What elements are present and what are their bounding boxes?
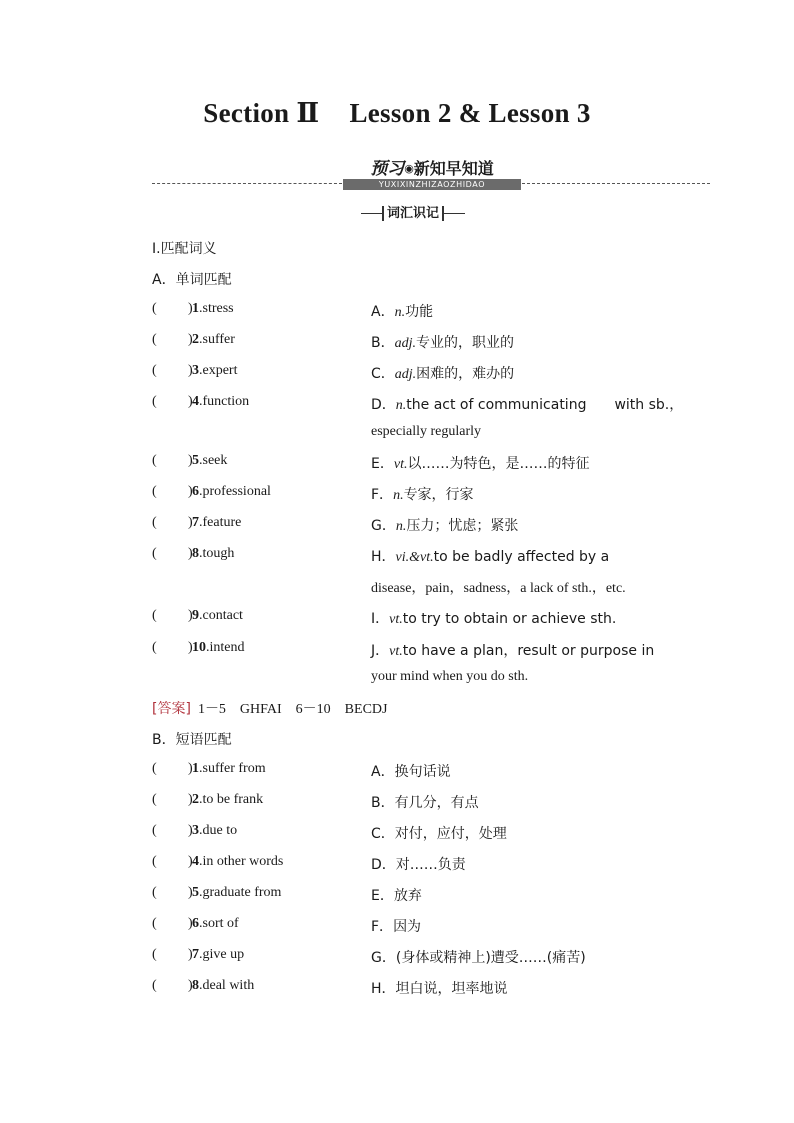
def-text: 以……为特色，是……的特征 bbox=[407, 456, 590, 472]
list-item-definition bbox=[371, 823, 507, 843]
list-item-definition bbox=[371, 332, 514, 352]
item-number: 3 bbox=[192, 823, 199, 838]
item-word: .suffer bbox=[199, 332, 235, 347]
def-letter: I． bbox=[371, 611, 390, 627]
answer-text: 1－5 GHFAI 6－10 BECDJ bbox=[197, 702, 388, 717]
list-item-word bbox=[192, 792, 263, 808]
item-word: .graduate from bbox=[199, 885, 282, 900]
def-text: (身体或精神上)遭受……(痛苦) bbox=[395, 950, 586, 966]
def-letter: A． bbox=[371, 304, 395, 320]
item-number: 3 bbox=[192, 363, 199, 378]
banner-bold: 预习 bbox=[370, 159, 405, 179]
answer-blank: ( ) bbox=[152, 546, 193, 561]
def-text: 压力；忧虑；紧张 bbox=[406, 518, 519, 534]
list-item-definition bbox=[371, 515, 518, 535]
banner-divider-left bbox=[152, 183, 342, 184]
part-of-speech: n. bbox=[395, 398, 407, 413]
def-continuation: especially regularly bbox=[371, 424, 482, 439]
item-word: .expert bbox=[199, 363, 238, 378]
item-word: .stress bbox=[199, 301, 234, 316]
def-letter: G． bbox=[371, 518, 396, 534]
list-item-definition bbox=[371, 363, 514, 383]
def-text: to be badly affected by a bbox=[433, 549, 610, 565]
item-number: 2 bbox=[192, 332, 199, 347]
def-letter: H． bbox=[371, 549, 396, 565]
item-number: 1 bbox=[192, 761, 199, 776]
section-heading: Ⅰ.匹配词义 bbox=[152, 241, 217, 257]
part-of-speech: vt. bbox=[389, 612, 403, 627]
answer-blank: ( ) bbox=[152, 363, 193, 378]
item-word: .seek bbox=[199, 453, 228, 468]
def-letter: B． bbox=[371, 795, 395, 811]
item-number: 1 bbox=[192, 301, 199, 316]
list-item-word bbox=[192, 546, 234, 562]
list-item-definition bbox=[371, 484, 474, 504]
item-number: 5 bbox=[192, 885, 199, 900]
def-letter: G． bbox=[371, 950, 396, 966]
part-of-speech-2: &vt. bbox=[409, 550, 434, 565]
banner-dot-icon: ◉ bbox=[404, 162, 414, 175]
item-number: 7 bbox=[192, 947, 199, 962]
list-item-word bbox=[192, 916, 239, 932]
item-word: .due to bbox=[199, 823, 238, 838]
def-text: 放弃 bbox=[393, 888, 422, 904]
def-continuation: disease，pain，sadness，a lack of sth.，etc. bbox=[371, 581, 626, 596]
list-item-word bbox=[192, 332, 235, 348]
def-letter: B． bbox=[371, 335, 395, 351]
list-item-definition bbox=[371, 792, 479, 812]
def-text: 专家，行家 bbox=[403, 487, 474, 503]
banner-main: 新知早知道 bbox=[413, 159, 494, 178]
list-item-word bbox=[192, 394, 249, 410]
list-item-word bbox=[192, 363, 237, 379]
answer-label: [答案] bbox=[152, 701, 191, 717]
item-word: .tough bbox=[199, 546, 235, 561]
def-letter: A． bbox=[371, 764, 395, 780]
def-letter: J． bbox=[371, 643, 390, 659]
answer-blank: ( ) bbox=[152, 916, 193, 931]
item-word: .in other words bbox=[199, 854, 284, 869]
def-text: 功能 bbox=[405, 304, 434, 320]
list-item-definition bbox=[371, 608, 616, 628]
answer-blank: ( ) bbox=[152, 394, 193, 409]
list-item-definition bbox=[371, 394, 683, 414]
item-word: .give up bbox=[199, 947, 245, 962]
def-text: to try to obtain or achieve sth. bbox=[402, 611, 617, 627]
answer-blank: ( ) bbox=[152, 515, 193, 530]
def-letter: H． bbox=[371, 981, 396, 997]
list-item-word bbox=[192, 823, 237, 839]
def-letter: C． bbox=[371, 366, 395, 382]
def-text: 因为 bbox=[393, 919, 422, 935]
def-text: 困难的，难办的 bbox=[416, 366, 515, 382]
part-of-speech: adj. bbox=[394, 367, 417, 382]
list-item-word bbox=[192, 978, 254, 994]
part-of-speech: adj. bbox=[394, 336, 416, 351]
list-item-word bbox=[192, 484, 271, 500]
part-of-speech: n. bbox=[395, 519, 407, 534]
list-item-definition bbox=[371, 978, 508, 998]
list-item-word bbox=[192, 885, 281, 901]
def-letter: E． bbox=[371, 456, 394, 472]
def-text: 对……负责 bbox=[395, 857, 466, 873]
list-item-word bbox=[192, 515, 241, 531]
def-continuation: your mind when you do sth. bbox=[371, 669, 529, 684]
list-item-word bbox=[192, 608, 243, 624]
def-letter: E． bbox=[371, 888, 394, 904]
item-number: 5 bbox=[192, 453, 199, 468]
list-item-word bbox=[192, 640, 245, 656]
answer-blank: ( ) bbox=[152, 885, 193, 900]
list-item-word bbox=[192, 301, 234, 317]
item-number: 9 bbox=[192, 608, 199, 623]
item-number: 2 bbox=[192, 792, 199, 807]
list-item-word bbox=[192, 947, 244, 963]
answer-blank: ( ) bbox=[152, 823, 193, 838]
item-number: 6 bbox=[192, 484, 199, 499]
item-word: .contact bbox=[199, 608, 243, 623]
def-text: to have a plan，result or purpose in bbox=[402, 643, 655, 659]
title-lessons: Lesson 2 & Lesson 3 bbox=[349, 98, 591, 128]
answer-blank: ( ) bbox=[152, 978, 193, 993]
def-letter: F． bbox=[371, 487, 394, 503]
item-word: .professional bbox=[199, 484, 271, 499]
list-item-word bbox=[192, 761, 266, 777]
list-item-word bbox=[192, 453, 227, 469]
answer-blank: ( ) bbox=[152, 301, 193, 316]
answer-blank: ( ) bbox=[152, 608, 193, 623]
item-word: .to be frank bbox=[199, 792, 264, 807]
banner-divider-right bbox=[522, 183, 710, 184]
banner-pinyin: YUXIXINZHIZAOZHIDAO bbox=[343, 179, 521, 190]
def-text: 专业的，职业的 bbox=[416, 335, 514, 351]
list-item-definition bbox=[371, 301, 433, 321]
part-of-speech: vi. bbox=[395, 550, 410, 565]
def-text: the act of communicating with sb.， bbox=[406, 397, 684, 413]
answer-blank: ( ) bbox=[152, 332, 193, 347]
item-word: .intend bbox=[206, 640, 245, 655]
item-number: 7 bbox=[192, 515, 199, 530]
item-number: 4 bbox=[192, 854, 199, 869]
answer-blank: ( ) bbox=[152, 640, 193, 655]
answer-blank: ( ) bbox=[152, 484, 193, 499]
def-letter: F． bbox=[371, 919, 394, 935]
def-text: 对付，应付，处理 bbox=[394, 826, 507, 842]
answer-blank: ( ) bbox=[152, 453, 193, 468]
list-item-definition bbox=[371, 854, 466, 874]
preview-banner bbox=[343, 158, 521, 190]
item-word: .sort of bbox=[199, 916, 239, 931]
def-letter: D． bbox=[371, 397, 396, 413]
part-of-speech: vt. bbox=[389, 644, 403, 659]
list-item-definition bbox=[371, 640, 654, 660]
item-word: .suffer from bbox=[199, 761, 266, 776]
def-letter: D． bbox=[371, 857, 396, 873]
answer-blank: ( ) bbox=[152, 854, 193, 869]
page-title bbox=[0, 98, 794, 129]
item-number: 8 bbox=[192, 978, 199, 993]
list-item-definition bbox=[371, 947, 586, 967]
item-number: 10 bbox=[192, 640, 206, 655]
list-item-definition bbox=[371, 546, 609, 566]
def-text: 有几分，有点 bbox=[394, 795, 479, 811]
item-word: .feature bbox=[199, 515, 242, 530]
list-item-word bbox=[192, 854, 283, 870]
part-b-heading: B．短语匹配 bbox=[152, 732, 232, 748]
part-of-speech: n. bbox=[394, 305, 406, 320]
answer-blank: ( ) bbox=[152, 947, 193, 962]
part-a-heading: A．单词匹配 bbox=[152, 272, 232, 288]
answer-blank: ( ) bbox=[152, 792, 193, 807]
item-number: 8 bbox=[192, 546, 199, 561]
item-word: .function bbox=[199, 394, 250, 409]
item-number: 4 bbox=[192, 394, 199, 409]
answer-a bbox=[152, 698, 387, 718]
part-of-speech: n. bbox=[393, 488, 404, 503]
list-item-definition bbox=[371, 453, 589, 473]
list-item-definition bbox=[371, 885, 422, 905]
item-number: 6 bbox=[192, 916, 199, 931]
vocab-tag: 词汇识记 bbox=[361, 205, 465, 223]
title-section: Section Ⅱ bbox=[203, 98, 320, 128]
list-item-definition bbox=[371, 761, 451, 781]
list-item-definition bbox=[371, 916, 421, 936]
def-letter: C． bbox=[371, 826, 395, 842]
def-text: 坦白说，坦率地说 bbox=[395, 981, 508, 997]
def-text: 换句话说 bbox=[394, 764, 451, 780]
item-word: .deal with bbox=[199, 978, 255, 993]
part-of-speech: vt. bbox=[393, 457, 408, 472]
answer-blank: ( ) bbox=[152, 761, 193, 776]
